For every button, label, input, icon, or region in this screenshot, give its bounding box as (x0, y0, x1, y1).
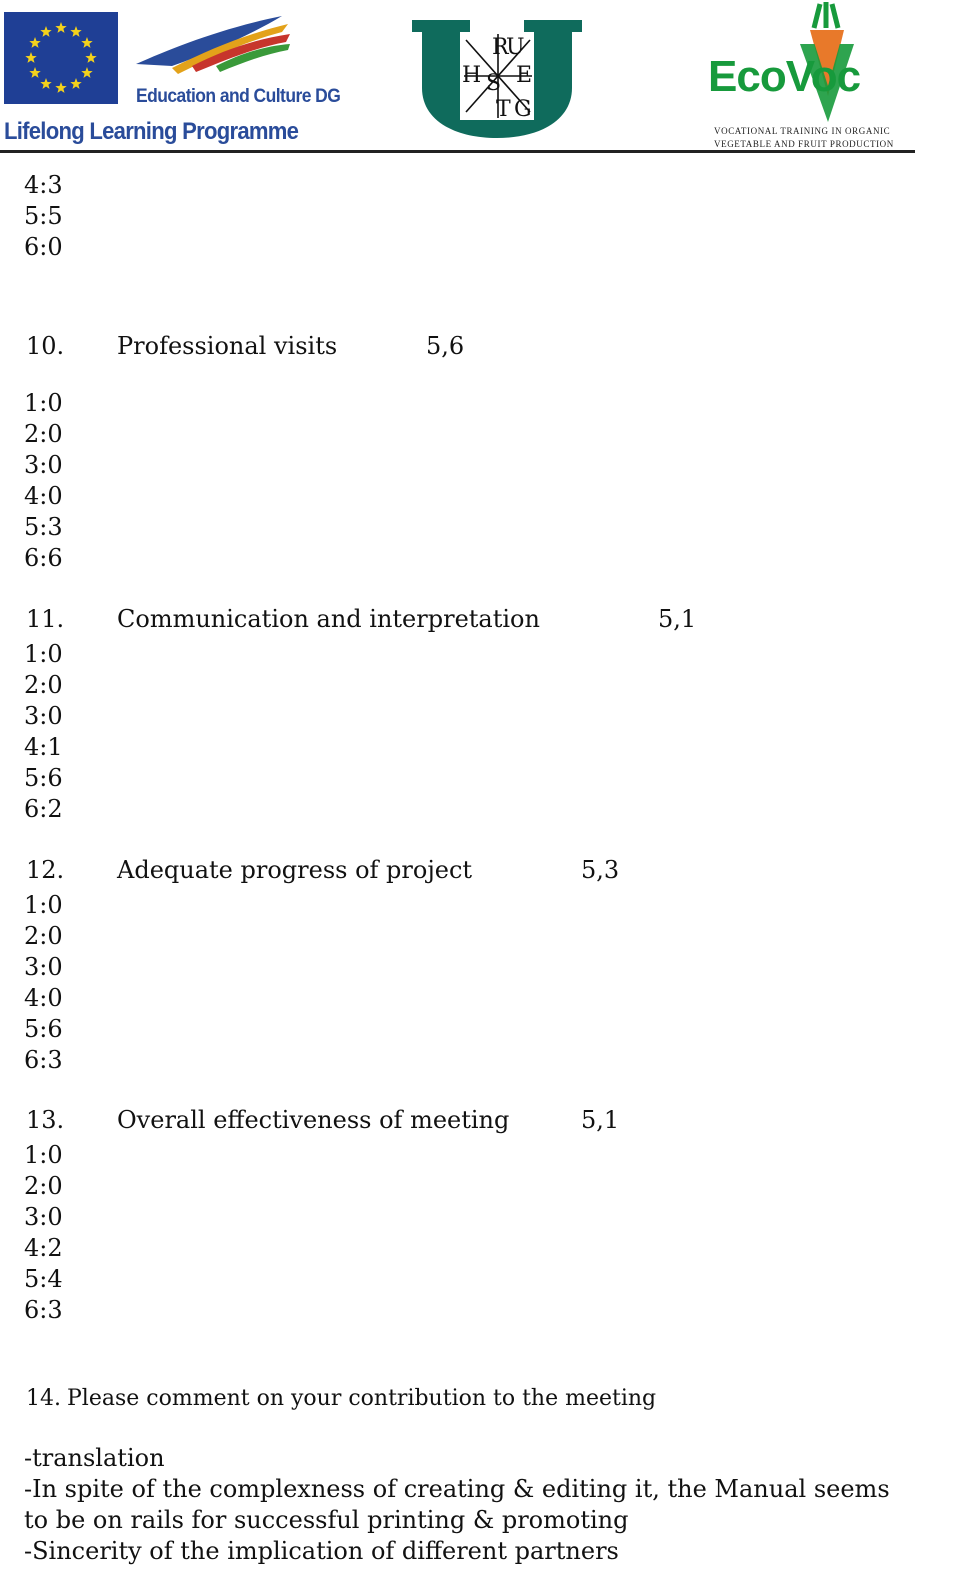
question-text: Please comment on your contribution to the meeting (67, 1386, 657, 1411)
score-line: 1:0 (24, 640, 63, 668)
question-average: 5,6 (426, 332, 465, 360)
eac-text: Education and Culture DG (136, 86, 341, 107)
eu-star-icon (81, 67, 92, 78)
question-label: Overall effectiveness of meeting (117, 1106, 510, 1134)
score-line: 3:0 (24, 953, 63, 981)
score-line: 6:3 (24, 1296, 63, 1324)
eu-star-icon (55, 22, 66, 33)
score-line: 5:3 (24, 513, 63, 541)
score-line: 5:6 (24, 1015, 63, 1043)
question-number: 13. (26, 1106, 65, 1134)
question-average: 5,1 (658, 605, 697, 633)
eu-star-icon (81, 37, 92, 48)
score-line: 4:1 (24, 733, 63, 761)
u-logo-letter-g: G (514, 97, 532, 122)
header-divider (0, 150, 915, 153)
eu-star-icon (40, 26, 51, 37)
eu-star-icon (25, 52, 36, 63)
u-logo-letter-r: R (492, 35, 509, 60)
score-line: 6:2 (24, 795, 63, 823)
eu-flag-logo (4, 12, 118, 104)
question-average: 5,1 (581, 1106, 620, 1134)
eu-star-icon (70, 78, 81, 89)
score-line: 5:4 (24, 1265, 63, 1293)
eu-star-icon (55, 82, 66, 93)
ecovoc-tagline-2: VEGETABLE AND FRUIT PRODUCTION (714, 139, 894, 149)
page-header (0, 0, 960, 160)
score-line: 1:0 (24, 389, 63, 417)
question-number: 11. (26, 605, 65, 633)
eu-star-icon (29, 37, 40, 48)
score-line: 5:6 (24, 764, 63, 792)
lifelong-learning-programme-text: Lifelong Learning Programme (4, 118, 299, 145)
eu-star-icon (70, 26, 81, 37)
score-line: 1:0 (24, 1141, 63, 1169)
score-line: 4:0 (24, 984, 63, 1012)
comment-line: -Sincerity of the implication of different partners (24, 1537, 619, 1565)
score-line: 3:0 (24, 451, 63, 479)
score-line: 4:3 (24, 171, 63, 199)
question-number: 10. (26, 332, 65, 360)
score-line: 2:0 (24, 1172, 63, 1200)
score-line: 4:0 (24, 482, 63, 510)
score-line: 6:0 (24, 233, 63, 261)
eu-star-icon (40, 78, 51, 89)
u-logo-letter-e: E (516, 63, 533, 88)
ecovoc-wordmark: EcoVoc (708, 52, 861, 101)
score-line: 4:2 (24, 1234, 63, 1262)
eu-star-icon (85, 52, 96, 63)
u-logo-letter-h: H (462, 63, 482, 88)
university-u-logo (412, 12, 582, 138)
eu-stars-icon (4, 12, 118, 104)
question-average: 5,3 (581, 856, 620, 884)
score-line: 6:3 (24, 1046, 63, 1074)
score-line: 2:0 (24, 420, 63, 448)
question-number: 14. (26, 1386, 61, 1411)
u-logo-letter-t: T (496, 97, 511, 122)
score-line: 2:0 (24, 671, 63, 699)
question-number: 12. (26, 856, 65, 884)
score-line: 1:0 (24, 891, 63, 919)
comment-line: -translation (24, 1444, 165, 1472)
score-line: 5:5 (24, 202, 63, 230)
question-label: Adequate progress of project (117, 856, 473, 884)
question-label: Communication and interpretation (117, 605, 540, 633)
score-line: 3:0 (24, 702, 63, 730)
eac-swoosh-logo (132, 8, 292, 88)
question-label: Professional visits (117, 332, 338, 360)
eu-star-icon (29, 67, 40, 78)
score-line: 6:6 (24, 544, 63, 572)
ecovoc-tagline-1: VOCATIONAL TRAINING IN ORGANIC (714, 126, 891, 136)
ecovoc-logo (708, 0, 918, 152)
u-logo-letter-u: U (506, 35, 525, 60)
question-14 (26, 1386, 662, 1411)
comment-line: -In spite of the complexness of creating & editing it, the Manual seems (24, 1475, 890, 1503)
score-line: 3:0 (24, 1203, 63, 1231)
score-line: 2:0 (24, 922, 63, 950)
comment-line: to be on rails for successful printing & promoting (24, 1506, 629, 1534)
u-logo-letter-s: S (486, 71, 502, 96)
